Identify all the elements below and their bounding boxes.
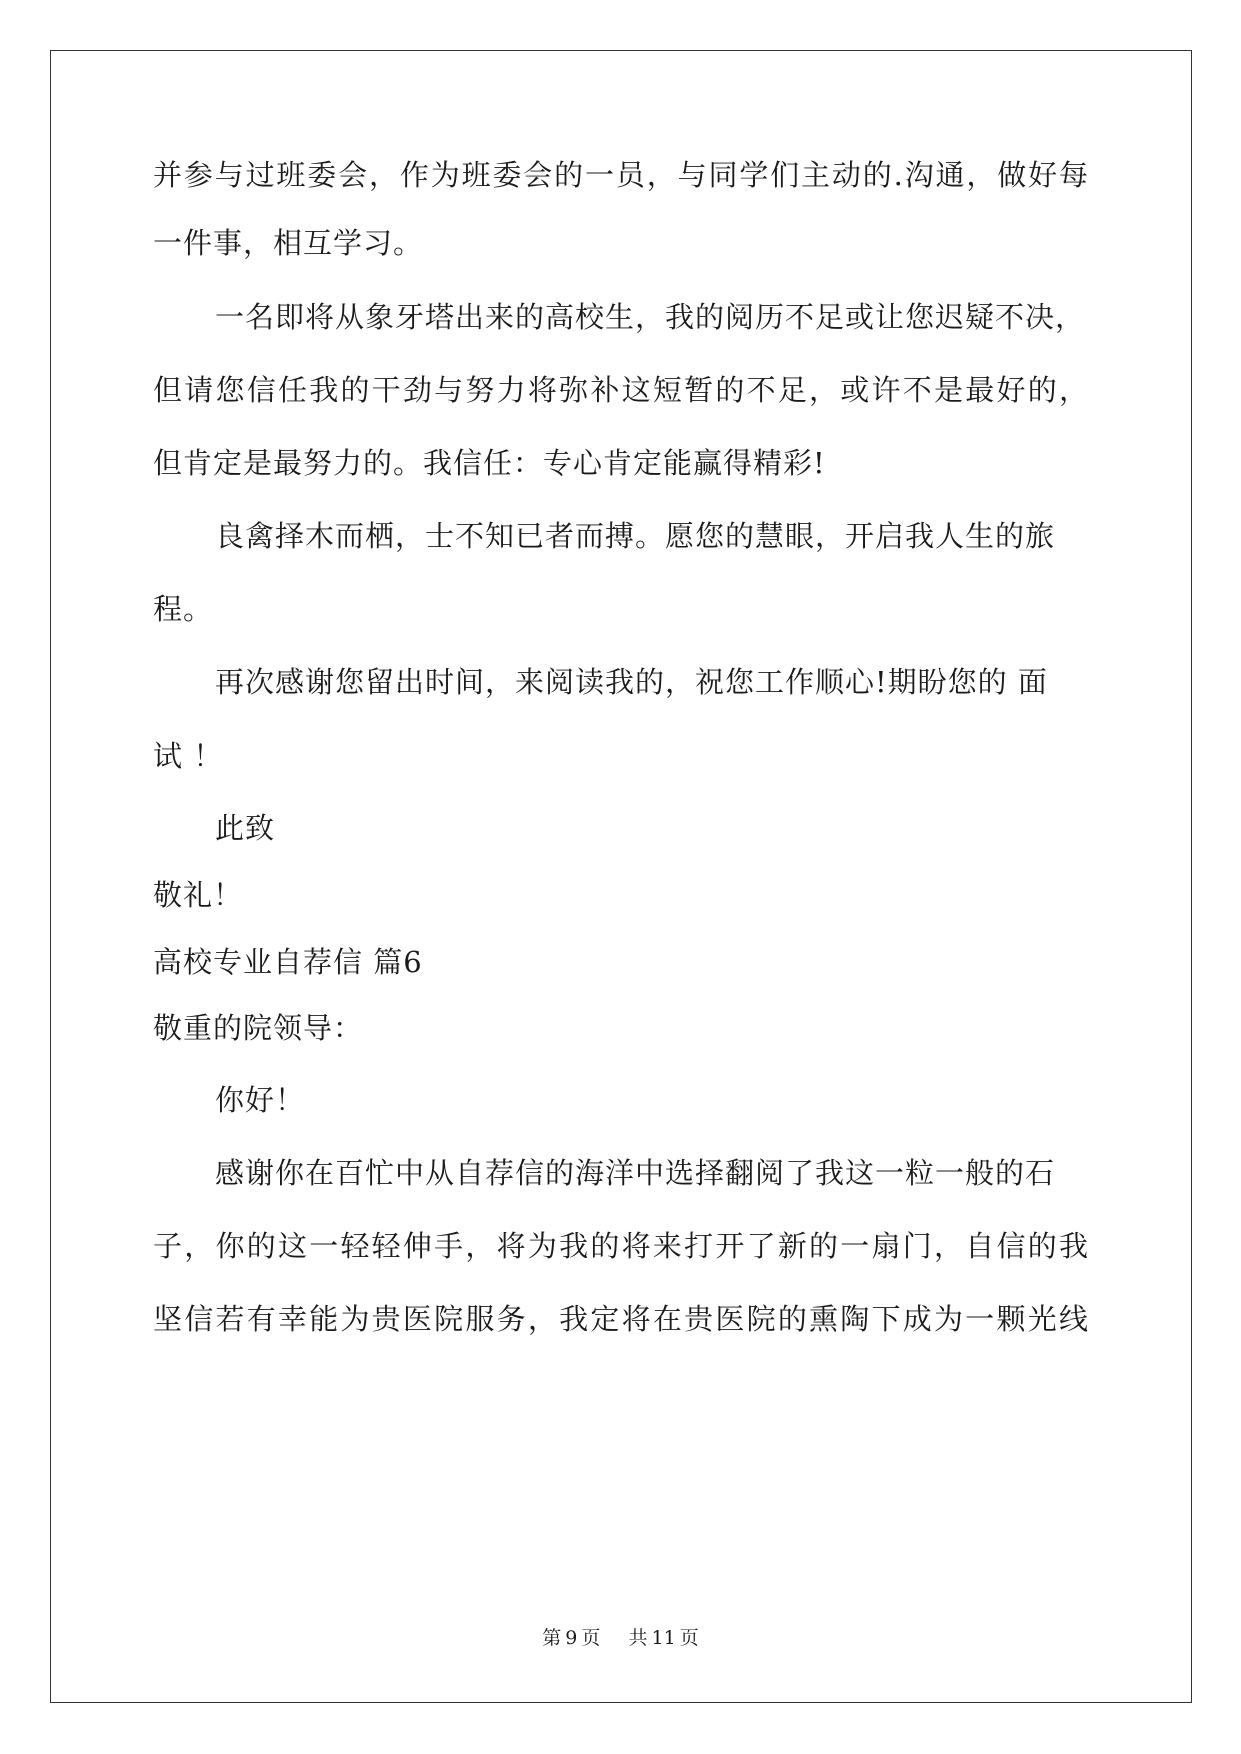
salutation: 敬重的院领导： [153,1011,364,1045]
footer-prefix: 第 [542,1627,562,1649]
section-heading: 高校专业自荐信 篇6 [153,945,423,979]
text-line-6: 良禽择木而栖，士不知已者而搏。愿您的慧眼，开启我人生的旅 [215,519,1056,553]
text-line-10: 此致 [215,811,276,845]
text-line-2: 一件事，相互学习。 [153,226,424,260]
footer-page-word: 页 [581,1627,601,1649]
text-line-8: 再次感谢您留出时间，来阅读我的，祝您工作顺心!期盼您的 面 [215,665,1048,699]
text-line-4: 但请您信任我的干劲与努力将弥补这短暂的不足，或许不是最好的， [153,373,1088,407]
text-line-5: 但肯定是最努力的。我信任：专心肯定能赢得精彩! [153,446,826,480]
footer-total-prefix: 共 [628,1627,648,1649]
page-footer [0,1626,1241,1650]
text-line-9: 试 ！ [153,739,224,773]
footer-current-page: 9 [565,1627,578,1649]
text-line-11: 敬礼！ [153,878,244,912]
text-line-7: 程。 [153,592,214,626]
text-line-1: 并参与过班委会，作为班委会的一员，与同学们主动的.沟通，做好每 [153,158,1088,192]
text-line-15: 感谢你在百忙中从自荐信的海洋中选择翻阅了我这一粒一般的石 [215,1156,1056,1190]
text-line-17: 坚信若有幸能为贵医院服务，我定将在贵医院的熏陶下成为一颗光线 [153,1302,1088,1336]
footer-total-word: 页 [679,1627,699,1649]
footer-total-pages: 11 [651,1627,676,1649]
text-line-16: 子，你的这一轻轻伸手，将为我的将来打开了新的一扇门，自信的我 [153,1229,1088,1263]
text-line-3: 一名即将从象牙塔出来的高校生，我的阅历不足或让您迟疑不决， [215,300,1086,334]
greeting: 你好！ [215,1083,306,1117]
